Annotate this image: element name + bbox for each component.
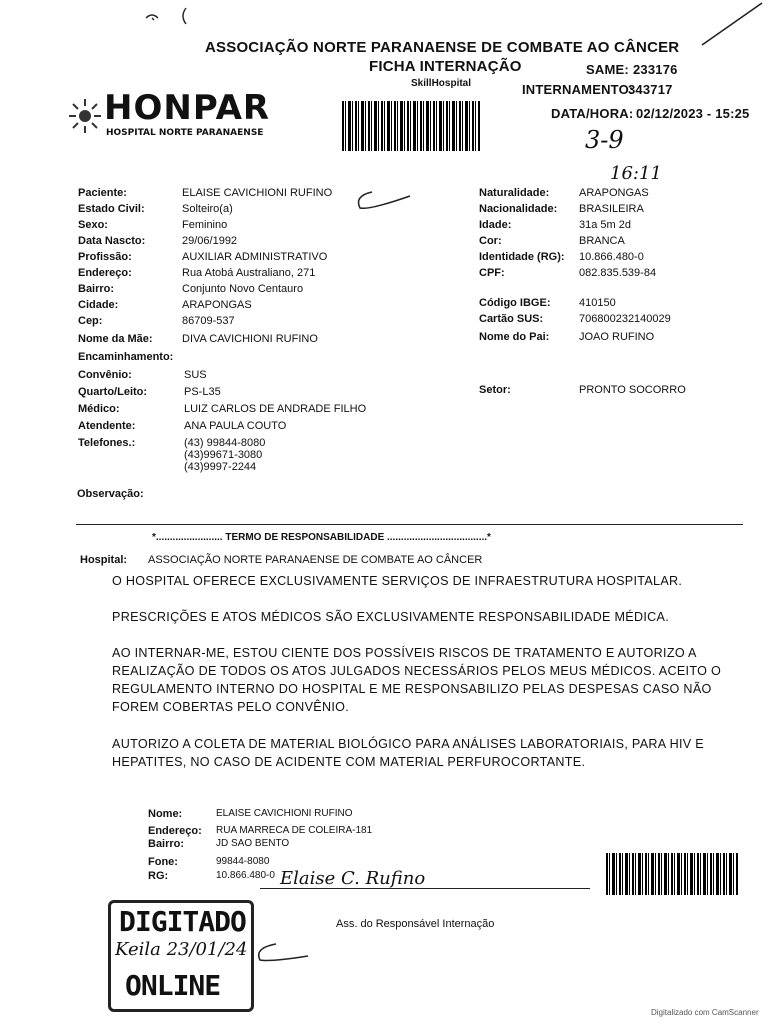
termo-paragraph-2: PRESCRIÇÕES E ATOS MÉDICOS SÃO EXCLUSIVAMENTE RESPONSABILIDADE MÉDICA. (112, 610, 670, 624)
data-nascto-value: 29/06/1992 (182, 235, 238, 247)
telefone-2: (43)99671-3080 (184, 449, 263, 461)
hospital-value: ASSOCIAÇÃO NORTE PARANAENSE DE COMBATE AO CÂNCER (148, 554, 483, 566)
nome-pai-label: Nome do Pai: (479, 331, 550, 343)
same-label: SAME: (586, 62, 629, 77)
handwritten-bed: 3-9 (585, 126, 624, 154)
pen-stroke-icon (700, 0, 768, 50)
setor-value: PRONTO SOCORRO (579, 384, 686, 396)
setor-label: Setor: (479, 384, 511, 396)
medico-label: Médico: (78, 403, 120, 415)
estado-civil-label: Estado Civil: (78, 203, 145, 215)
endereco-label: Endereço: (78, 267, 132, 279)
sexo-value: Feminino (182, 219, 228, 231)
identidade-label: Identidade (RG): (479, 251, 565, 263)
sexo-label: Sexo: (78, 219, 108, 231)
resp-bairro-label: Bairro: (148, 838, 185, 850)
termo-paragraph-3-line-1: AO INTERNAR-ME, ESTOU CIENTE DOS POSSÍVEIS RISCOS DE TRATAMENTO E AUTORIZO A (112, 646, 697, 660)
idade-label: Idade: (479, 219, 512, 231)
cpf-value: 082.835.539-84 (579, 267, 657, 279)
nacionalidade-label: Nacionalidade: (479, 203, 558, 215)
sun-logo-icon (68, 96, 102, 136)
resp-bairro-value: JD SAO BENTO (216, 838, 290, 849)
telefone-1: (43) 99844-8080 (184, 437, 266, 449)
paciente-value: ELAISE CAVICHIONI RUFINO (182, 187, 333, 199)
identidade-value: 10.866.480-0 (579, 251, 644, 263)
datahora-value: 02/12/2023 - 15:25 (636, 106, 750, 121)
medico-value: LUIZ CARLOS DE ANDRADE FILHO (184, 403, 367, 415)
section-divider (76, 524, 743, 525)
nome-pai-value: JOAO RUFINO (579, 331, 655, 343)
estado-civil-value: Solteiro(a) (182, 203, 233, 215)
quarto-label: Quarto/Leito: (78, 386, 148, 398)
telefone-3: (43)9997-2244 (184, 461, 257, 473)
stamp-line-3: ONLINE (125, 969, 221, 1002)
signature: Elaise C. Rufino (280, 868, 426, 889)
pen-squiggle-icon (350, 186, 420, 216)
encaminhamento-label: Encaminhamento: (78, 351, 174, 363)
signature-line (260, 888, 590, 889)
cor-label: Cor: (479, 235, 502, 247)
profissao-value: AUXILIAR ADMINISTRATIVO (182, 251, 328, 263)
naturalidade-value: ARAPONGAS (579, 187, 649, 199)
atendente-value: ANA PAULA COUTO (184, 420, 287, 432)
paciente-label: Paciente: (78, 187, 127, 199)
termo-paragraph-3-line-4: FOREM COBERTAS PELO CONVÊNIO. (112, 700, 350, 714)
bairro-value: Conjunto Novo Centauro (182, 283, 304, 295)
cartao-sus-value: 706800232140029 (579, 313, 671, 325)
quarto-value: PS-L35 (184, 386, 221, 398)
system-name: SkillHospital (411, 78, 472, 89)
stamp-line-1: DIGITADO (119, 905, 246, 938)
logo-subtitle: HOSPITAL NORTE PARANAENSE (106, 128, 264, 138)
cor-value: BRANCA (579, 235, 625, 247)
convenio-label: Convênio: (78, 369, 132, 381)
resp-nome-label: Nome: (148, 808, 183, 820)
footer-scanner: Digitalizado com CamScanner (651, 1008, 759, 1017)
endereco-value: Rua Atobá Australiano, 271 (182, 267, 316, 279)
profissao-label: Profissão: (78, 251, 132, 263)
internamento-value: 343717 (628, 82, 673, 97)
resp-fone-label: Fone: (148, 856, 178, 868)
observacao-label: Observação: (77, 488, 144, 500)
naturalidade-label: Naturalidade: (479, 187, 550, 199)
pen-hook-icon (254, 940, 314, 968)
handwritten-time: 16:11 (610, 163, 662, 184)
termo-paragraph-1: O HOSPITAL OFERECE EXCLUSIVAMENTE SERVIÇOS DE INFRAESTRUTURA HOSPITALAR. (112, 574, 683, 588)
logo-name: HONPAR (104, 88, 271, 128)
termo-paragraph-3-line-2: REALIZAÇÃO DE TODOS OS ATOS JULGADOS NECESSÁRIOS PELOS MEUS MÉDICOS. ACEITO O (112, 664, 722, 678)
internamento-label: INTERNAMENTO: (522, 82, 634, 97)
nacionalidade-value: BRASILEIRA (579, 203, 644, 215)
bairro-label: Bairro: (78, 283, 115, 295)
resp-rg-value: 10.866.480-0 (216, 870, 275, 881)
resp-rg-label: RG: (148, 870, 169, 882)
resp-endereco-label: Endereço: (148, 825, 202, 837)
cidade-value: ARAPONGAS (182, 299, 252, 311)
nome-mae-value: DIVA CAVICHIONI RUFINO (182, 333, 318, 345)
data-nascto-label: Data Nascto: (78, 235, 146, 247)
atendente-label: Atendente: (78, 420, 136, 432)
cep-value: 86709-537 (182, 315, 235, 327)
cartao-sus-label: Cartão SUS: (479, 313, 544, 325)
org-title: ASSOCIAÇÃO NORTE PARANAENSE DE COMBATE AO CÂNCER (205, 39, 680, 56)
resp-fone-value: 99844-8080 (216, 856, 270, 867)
resp-nome-value: ELAISE CAVICHIONI RUFINO (216, 808, 353, 819)
idade-value: 31a 5m 2d (579, 219, 631, 231)
telefones-label: Telefones.: (78, 437, 136, 449)
hospital-label: Hospital: (80, 554, 128, 566)
cep-label: Cep: (78, 315, 103, 327)
nome-mae-label: Nome da Mãe: (78, 333, 153, 345)
codigo-ibge-value: 410150 (579, 297, 616, 309)
form-title: FICHA INTERNAÇÃO (369, 58, 522, 75)
admission-barcode (342, 101, 480, 151)
stamp-line-2: Keila 23/01/24 (115, 939, 248, 960)
pen-mark-icon (140, 4, 210, 28)
termo-title: *........................ TERMO DE RESPONSABILIDADE ....................................* (152, 532, 491, 543)
bottom-barcode (606, 853, 739, 895)
termo-paragraph-4-line-2: HEPATITES, NO CASO DE ACIDENTE COM MATERIAL PERFUROCORTANTE. (112, 755, 586, 769)
digitado-stamp (108, 900, 254, 1012)
resp-endereco-value: RUA MARRECA DE COLEIRA-181 (216, 825, 373, 836)
same-value: 233176 (633, 62, 678, 77)
cidade-label: Cidade: (78, 299, 119, 311)
convenio-value: SUS (184, 369, 207, 381)
signature-caption: Ass. do Responsável Internação (336, 918, 495, 930)
termo-paragraph-3-line-3: REGULAMENTO INTERNO DO HOSPITAL E ME RESPONSABILIZO PELAS DESPESAS CASO NÃO (112, 682, 712, 696)
codigo-ibge-label: Código IBGE: (479, 297, 551, 309)
cpf-label: CPF: (479, 267, 505, 279)
termo-paragraph-4-line-1: AUTORIZO A COLETA DE MATERIAL BIOLÓGICO PARA ANÁLISES LABORATORIAIS, PARA HIV E (112, 737, 704, 751)
datahora-label: DATA/HORA: (551, 106, 634, 121)
